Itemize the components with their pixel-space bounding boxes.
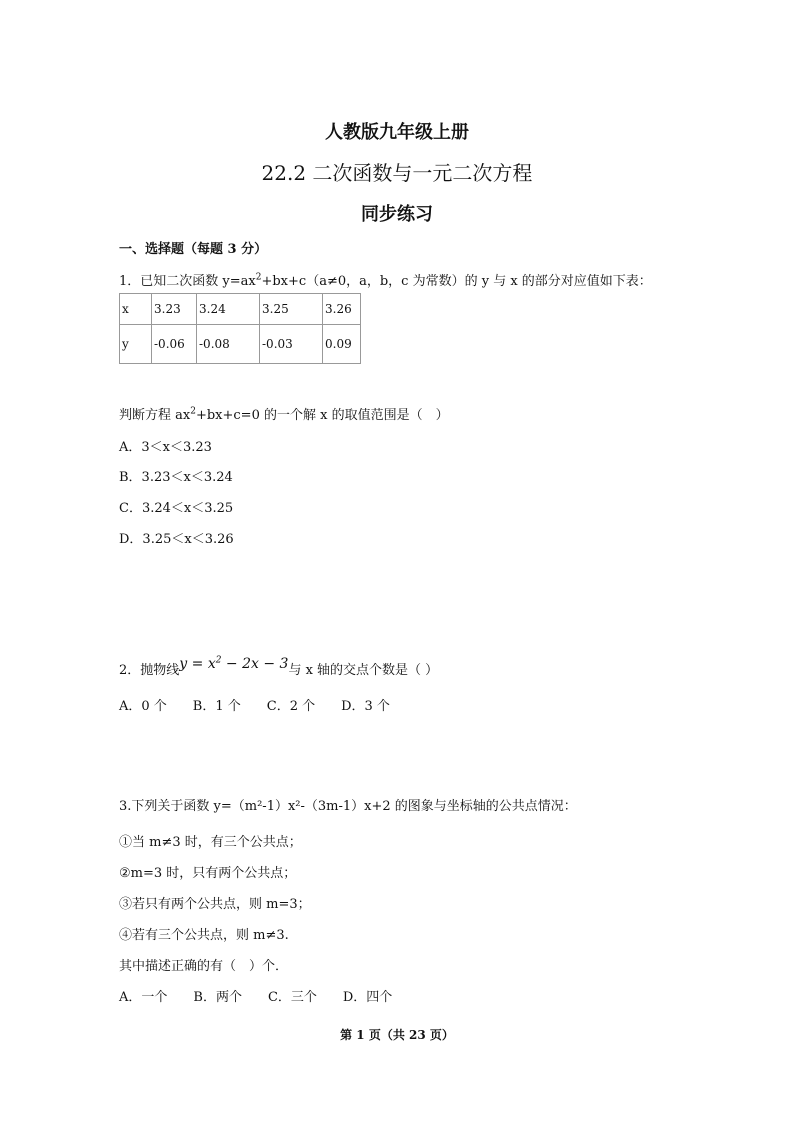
q3-question: 其中描述正确的有（ ）个． bbox=[119, 959, 289, 974]
document-title-grade: 人教版九年级上册 bbox=[325, 122, 469, 143]
q3-options: A．一个 B．两个 C．三个 D．四个 bbox=[119, 990, 393, 1005]
document-subtitle: 同步练习 bbox=[361, 204, 433, 225]
table-cell: 0.09 bbox=[323, 325, 361, 364]
table-row bbox=[120, 325, 361, 364]
q1-option-a: A．3＜x＜3.23 bbox=[119, 440, 212, 455]
q3-item-1: ①当 m≠3 时，有三个公共点； bbox=[119, 835, 302, 850]
q2-options: A．0 个 B．1 个 C．2 个 D．3 个 bbox=[119, 699, 390, 714]
q1-option-c: C．3.24＜x＜3.25 bbox=[119, 501, 234, 516]
q3-item-2: ②m=3 时，只有两个公共点； bbox=[119, 866, 297, 881]
table-cell: -0.06 bbox=[152, 325, 197, 364]
q3-item-3: ③若只有两个公共点，则 m=3； bbox=[119, 897, 311, 912]
q1-value-table bbox=[119, 293, 361, 364]
q1-option-d: D．3.25＜x＜3.26 bbox=[119, 532, 234, 547]
page-footer: 第 1 页（共 23 页） bbox=[340, 1028, 454, 1042]
q2-equation: $y = x^2 - 2x - 3$ bbox=[179, 655, 289, 672]
q1-prompt: 判断方程 $ax^2+bx+c=0$ 的一个解 x 的取值范围是（ ） bbox=[119, 406, 449, 423]
table-row bbox=[120, 294, 361, 325]
q3-stem: 3.下列关于函数 y=（m²-1）x²-（3m-1）x+2 的图象与坐标轴的公共点情况： bbox=[119, 799, 577, 814]
table-cell: -0.03 bbox=[260, 325, 323, 364]
table-cell: 3.26 bbox=[323, 294, 361, 325]
table-cell: -0.08 bbox=[197, 325, 260, 364]
q2-stem: 2．抛物线$y = x^2 - 2x - 3$与 x 轴的交点个数是（ ） bbox=[119, 655, 439, 678]
q1-stem: 1．已知二次函数 $y=ax^2+bx+c(a\ne 0$，a，b，c 为常数）的 y 与 x 的部分对应值如下表： bbox=[119, 272, 652, 289]
q1-option-b: B．3.23＜x＜3.24 bbox=[119, 470, 233, 485]
table-cell: 3.23 bbox=[152, 294, 197, 325]
table-cell: y bbox=[120, 325, 152, 364]
q3-item-4: ④若有三个公共点，则 m≠3. bbox=[119, 928, 289, 943]
table-cell: 3.24 bbox=[197, 294, 260, 325]
document-title-lesson: 22.2 二次函数与一元二次方程 bbox=[261, 161, 533, 185]
table-cell: x bbox=[120, 294, 152, 325]
section-heading: 一、选择题（每题 3 分） bbox=[119, 242, 268, 257]
table-cell: 3.25 bbox=[260, 294, 323, 325]
